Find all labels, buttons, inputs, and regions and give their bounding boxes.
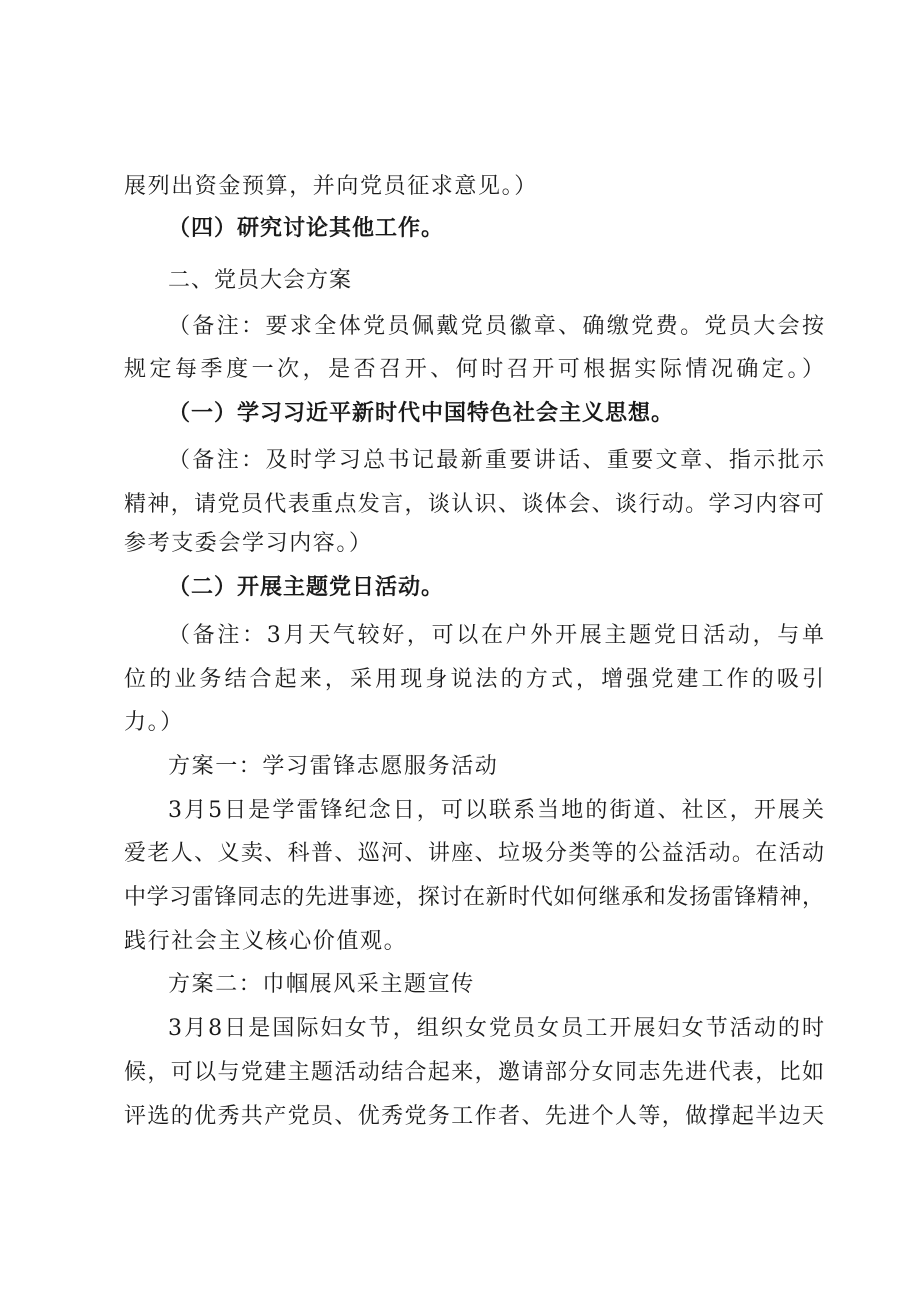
plan-title-1: 方案一：学习雷锋志愿服务活动 [168, 754, 499, 779]
part-heading-2: 二、党员大会方案 [168, 268, 353, 293]
section-heading-2: （二）开展主题党日活动。 [168, 575, 445, 600]
note-line: 规定每季度一次，是否召开、何时召开可根据实际情况确定。） [124, 357, 824, 382]
paragraph-line: 候，可以与党建主题活动结合起来，邀请部分女同志先进代表，比如 [124, 1060, 824, 1085]
paragraph-line: 3月5日是学雷锋纪念日，可以联系当地的街道、社区，开展关 [168, 798, 824, 823]
paragraph-line: 践行社会主义核心价值观。 [124, 929, 408, 954]
note-line: 参考支委会学习内容。） [124, 531, 373, 556]
paragraph-line: 评选的优秀共产党员、优秀党务工作者、先进个人等，做撑起半边天 [124, 1104, 824, 1129]
note-line: 精神，请党员代表重点发言，谈认识、谈体会、谈行动。学习内容可 [124, 492, 824, 517]
note-line: （备注：3月天气较好，可以在户外开展主题党日活动，与单 [168, 623, 824, 648]
note-line: （备注：要求全体党员佩戴党员徽章、确缴党费。党员大会按 [168, 314, 824, 339]
paragraph-line: 展列出资金预算，并向党员征求意见。） [124, 174, 538, 199]
paragraph-line: 中学习雷锋同志的先进事迹，探讨在新时代如何继承和发扬雷锋精神， [124, 885, 824, 910]
paragraph-line: 3月8日是国际妇女节，组织女党员女员工开展妇女节活动的时 [168, 1016, 824, 1041]
paragraph-line: 爱老人、义卖、科普、巡河、讲座、垃圾分类等的公益活动。在活动 [124, 841, 824, 866]
section-heading-4: （四）研究讨论其他工作。 [168, 216, 445, 241]
note-line: （备注：及时学习总书记最新重要讲话、重要文章、指示批示 [168, 448, 824, 473]
plan-title-2: 方案二：巾帼展风采主题宣传 [168, 972, 475, 997]
section-heading-1: （一）学习习近平新时代中国特色社会主义思想。 [168, 401, 675, 426]
note-line: 位的业务结合起来，采用现身说法的方式，增强党建工作的吸引 [124, 667, 824, 692]
note-line: 力。） [124, 710, 184, 735]
